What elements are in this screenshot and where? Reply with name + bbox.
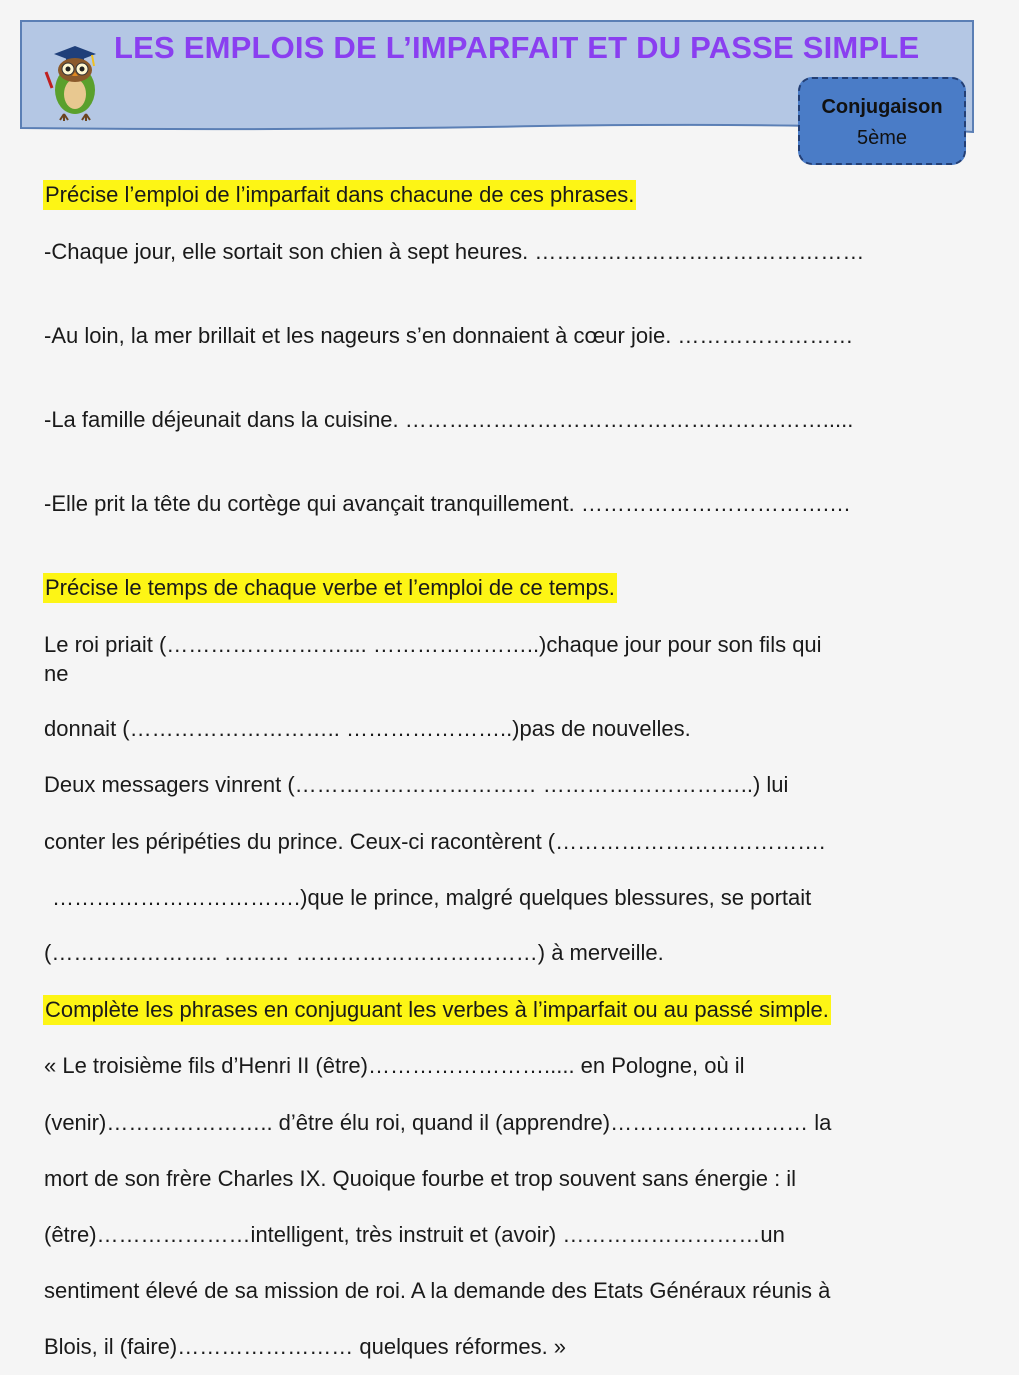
section2-line: Le roi priait (…………………….... …………………..)chaque jour pour son fils qui [44,632,822,657]
section3-line: sentiment élevé de sa mission de roi. A la demande des Etats Généraux réunis à [44,1278,831,1303]
section1-sentence: -Elle prit la tête du cortège qui avançait tranquillement. …………………………….… [44,491,851,516]
section2-line: …………………………….)que le prince, malgré quelques blessures, se portait [52,885,812,910]
section2-line: ne [44,661,69,686]
section3-line: (venir)………………….. d’être élu roi, quand il (apprendre)……………………… la [44,1110,832,1135]
section1-sentence: -Au loin, la mer brillait et les nageurs s’en donnaient à cœur joie. …………………… [44,323,854,348]
badge-subject: Conjugaison [821,96,943,118]
page-title: LES EMPLOIS DE L’IMPARFAIT ET DU PASSE SIMPLE [114,30,920,65]
section3-line: Blois, il (faire)…………………… quelques réformes. » [44,1334,567,1359]
section3-instruction: Complète les phrases en conjuguant les verbes à l’imparfait ou au passé simple. [43,995,831,1025]
section3-line: « Le troisième fils d’Henri II (être)……………………..... en Pologne, où il [44,1053,745,1078]
section1-instruction: Précise l’emploi de l’imparfait dans chacune de ces phrases. [43,180,636,210]
section2-line: conter les péripéties du prince. Ceux-ci racontèrent (………………………………. [44,829,826,854]
section3-line: mort de son frère Charles IX. Quoique fourbe et trop souvent sans énergie : il [44,1166,797,1191]
section2-line: (………………….. ……… ……………………………) à merveille. [44,940,664,965]
section1-sentence: -La famille déjeunait dans la cuisine. …………………………………………………..... [44,407,854,432]
section2-line: donnait (……………………….. …………………..)pas de nouvelles. [44,716,691,741]
section2-line: Deux messagers vinrent (…………………………… ………………………..) lui [44,772,789,797]
section1-sentence: -Chaque jour, elle sortait son chien à sept heures. ……………………………………… [44,239,865,264]
badge-level: 5ème [856,127,908,149]
subject-badge [798,77,966,165]
section3-line: (être)…………………intelligent, très instruit et (avoir) ………………………un [44,1222,785,1247]
section2-instruction: Précise le temps de chaque verbe et l’emploi de ce temps. [43,573,617,603]
